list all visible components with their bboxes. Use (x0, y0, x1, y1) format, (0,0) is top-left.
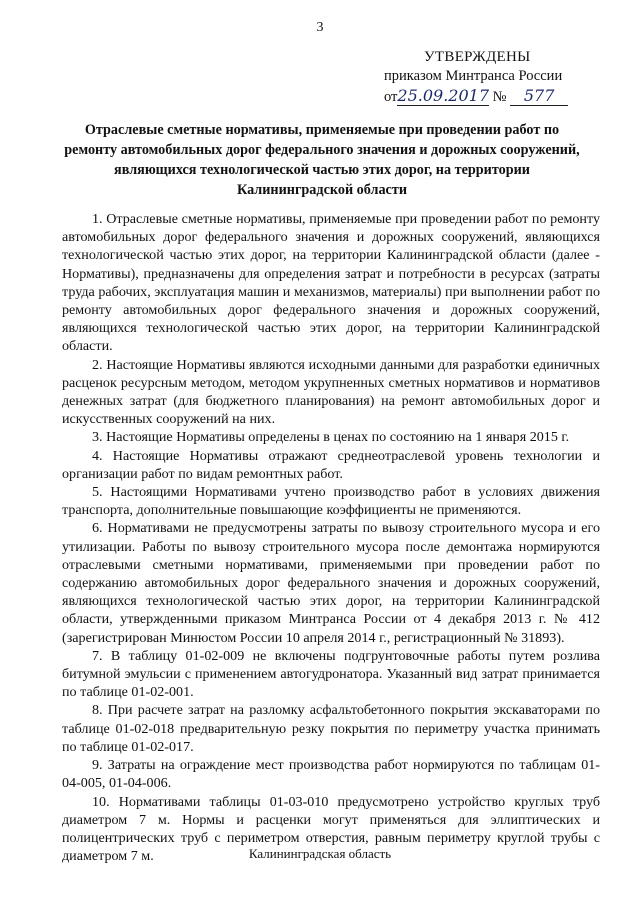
page-number: 3 (316, 20, 324, 35)
paragraph: 7. В таблицу 01-02-009 не включены подгрунтовочные работы путем розлива битумной эмульсии с применением автогудронатора. Указанный вид затрат принимается по таблице 01-02-001. (62, 647, 600, 701)
paragraph: 5. Настоящими Нормативами учтено производство работ в условиях движения транспорта, дополнительные повышающие коэффициенты не применяются. (62, 484, 600, 519)
number-prefix: № (492, 89, 507, 105)
document-title: Отраслевые сметные нормативы, применяемые при проведении работ по ремонту автомобильных дорог федерального значения и дорожных сооружений, являющихся технологической частью этих дорог, на территории Калининградской области (64, 122, 580, 198)
paragraph: 10. Нормативами таблицы 01-03-010 предусмотрено устройство круглых труб диаметром 7 м. Нормы и расценки могут применяться для эллиптических и полицентрических труб с периметром отверстия, равным периметру круглой трубы с диаметром 7 м. (62, 793, 600, 865)
page-footer: Калининградская область (248, 846, 392, 861)
paragraph: 1. Отраслевые сметные нормативы, применяемые при проведении работ по ремонту автомобильных дорог федерального значения и дорожных сооружений, являющихся технологической частью этих дорог, на территории Калининградской области (далее - Нормативы), предназначены для определения затрат и потребности в ресурсах (затраты труда рабочих, эксплуатация машин и механизмов, материалы) при выполнении работ по ремонту автомобильных дорог федерального значения и дорожных сооружений, являющихся технологической частью этих дорог, на территории Калининградской области. (62, 211, 600, 355)
paragraph: 6. Нормативами не предусмотрены затраты по вывозу строительного мусора и его утилизации. Работы по вывозу строительного мусора после демонтажа нормируются отраслевыми сметными нормативами, применяемыми при проведении работ по содержанию автомобильных дорог федерального значения и дорожных сооружений, являющихся технологической частью этих дорог, на территории Калининградской области, утвержденными приказом Минтранса России от 4 декабря 2013 г. № 412 (зарегистрирован Минюстом России 10 апреля 2014 г., регистрационный № 31893). (62, 520, 600, 646)
approval-date-line (384, 86, 584, 107)
paragraph: 9. Затраты на ограждение мест производства работ нормируются по таблицам 01-04-005, 01-04-006. (62, 757, 600, 792)
handwritten-number: 577 (510, 86, 568, 106)
paragraph: 2. Настоящие Нормативы являются исходными данными для разработки единичных расценок ресурсным методом, методом укрупненных сметных нормативов и нормативов денежных затрат (для бюджетного планирования) на ремонт автомобильных дорог и искусственных сооружений на них. (62, 356, 600, 428)
handwritten-date: 25.09.2017 (397, 86, 490, 105)
paragraph: 3. Настоящие Нормативы определены в ценах по состоянию на 1 января 2015 г. (92, 429, 570, 446)
approval-heading: УТВЕРЖДЕНЫ (424, 49, 531, 65)
approval-order-text: приказом Минтранса России (384, 68, 563, 84)
approval-stamp (384, 48, 584, 107)
date-prefix: от (384, 89, 398, 105)
paragraph: 4. Настоящие Нормативы отражают среднеотраслевой уровень технологии и организации работ по видам ремонтных работ. (62, 447, 600, 482)
paragraph: 8. При расчете затрат на разломку асфальтобетонного покрытия экскаваторами по таблице 01-02-018 предварительную резку покрытия по периметру участка принимать по таблице 01-02-017. (62, 702, 600, 755)
document-body (62, 210, 600, 865)
